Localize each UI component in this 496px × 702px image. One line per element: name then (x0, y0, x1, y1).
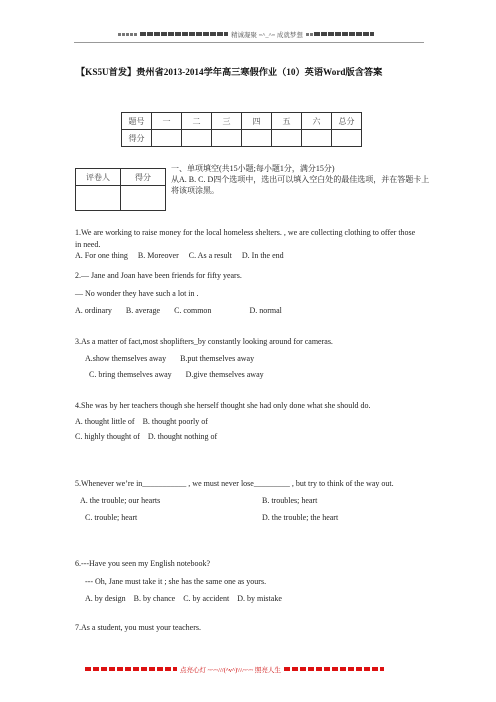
question-stem-2: — No wonder they have such a lot in . (75, 288, 199, 298)
header-rule (74, 42, 424, 43)
score-cell: 二 (182, 113, 212, 130)
grader-cell (76, 186, 121, 211)
option-c: C. As a result (188, 251, 232, 260)
header-deco-left (118, 33, 138, 36)
header-deco-bar (140, 32, 228, 36)
score-cell: 题号 (122, 113, 152, 130)
section-intro (171, 163, 431, 196)
option-a: A. ordinary (75, 306, 112, 315)
score-cell: 六 (302, 113, 332, 130)
score-table (121, 112, 362, 147)
score-cell (152, 130, 182, 147)
score-cell: 得分 (122, 130, 152, 147)
option-d: D.give themselves away (185, 370, 264, 379)
footer-deco-left (85, 667, 177, 671)
option-b: B. troubles; heart (262, 496, 318, 505)
score-table-header-row (122, 113, 362, 130)
option-b: B. by chance (133, 594, 176, 603)
option-c: C. common (174, 306, 212, 315)
score-cell (182, 130, 212, 147)
option-a: A. by design (85, 594, 126, 603)
option-d: D. normal (249, 306, 282, 315)
option-a: A. For one thing (75, 251, 128, 260)
question-stem: 2.— Jane and Joan have been friends for fifty years. (75, 271, 242, 280)
question-stem: 7.As a student, you must your teachers. (75, 623, 201, 632)
grader-score-label: 得分 (121, 169, 166, 186)
option-a: A.show themselves away (85, 353, 167, 363)
option-d: D. the trouble; the heart (262, 512, 339, 522)
question-stem: 3.As a matter of fact,most shoplifters_by constantly looking around for cameras. (75, 337, 333, 346)
score-cell (242, 130, 272, 147)
question-1 (75, 227, 423, 262)
question-stem-2: --- Oh, Jane must take it ; she has the same one as yours. (85, 576, 267, 586)
score-cell (212, 130, 242, 147)
option-c: C. bring themselves away (89, 370, 172, 379)
option-c: C. highly thought of (75, 431, 140, 441)
question-stem: 5.Whenever we’re in___________ , we must never lose_________ , but try to think of the way out. (75, 479, 394, 488)
option-d: D. thought nothing of (147, 431, 218, 441)
score-cell: 四 (242, 113, 272, 130)
score-cell: 一 (152, 113, 182, 130)
section-instruction: 从A. B. C. D四个选项中，选出可以填入空白处的最佳选项，并在答题卡上将该项涂黑。 (171, 175, 430, 195)
score-cell (332, 130, 362, 147)
score-cell: 五 (272, 113, 302, 130)
score-cell: 总分 (332, 113, 362, 130)
question-6 (75, 558, 423, 605)
header-text: 精诚凝聚 =^_^= 成就梦想 (231, 31, 303, 39)
option-b: B. thought poorly of (142, 417, 208, 426)
question-3 (75, 336, 423, 381)
option-d: D. by mistake (237, 594, 282, 603)
question-4 (75, 399, 423, 442)
footer-deco-right (284, 667, 384, 671)
page-footer (85, 663, 415, 675)
option-b: B. Moreover (137, 251, 179, 260)
question-7 (75, 622, 423, 634)
question-2 (75, 270, 423, 317)
option-a: A. thought little of (75, 417, 135, 426)
question-5 (75, 477, 423, 523)
page-header (118, 27, 380, 41)
grader-label: 评卷人 (76, 169, 121, 186)
footer-text: 点亮心灯 ~~~///(^v^)\\\~~~ 照亮人生 (180, 666, 281, 674)
option-b: B.put themselves away (180, 353, 255, 363)
document-title: 【KS5U首发】贵州省2013-2014学年高三寒假作业（10）英语Word版含答案 (76, 67, 383, 77)
header-deco-right (314, 32, 374, 36)
option-d: D. In the end (241, 251, 284, 260)
grader-table (75, 168, 166, 211)
section-heading: 一、单项填空(共15小题;每小题1分，满分15分) (171, 164, 335, 173)
option-a: A. the trouble; our hearts (80, 496, 161, 505)
question-stem: 1.We are working to raise money for the local homeless shelters. , we are collecting clothing to offer those in need. (75, 228, 416, 249)
grader-cell (121, 186, 166, 211)
option-b: B. average (125, 306, 161, 315)
score-cell (272, 130, 302, 147)
score-cell: 三 (212, 113, 242, 130)
option-c: C. by accident (183, 594, 230, 603)
question-stem: 4.She was by her teachers though she herself thought she had only done what she should do. (75, 401, 371, 410)
score-table-score-row (122, 130, 362, 147)
option-c: C. trouble; heart (85, 512, 138, 522)
header-deco-mid (306, 33, 314, 36)
score-cell (302, 130, 332, 147)
question-stem: 6.---Have you seen my English notebook? (75, 559, 211, 568)
